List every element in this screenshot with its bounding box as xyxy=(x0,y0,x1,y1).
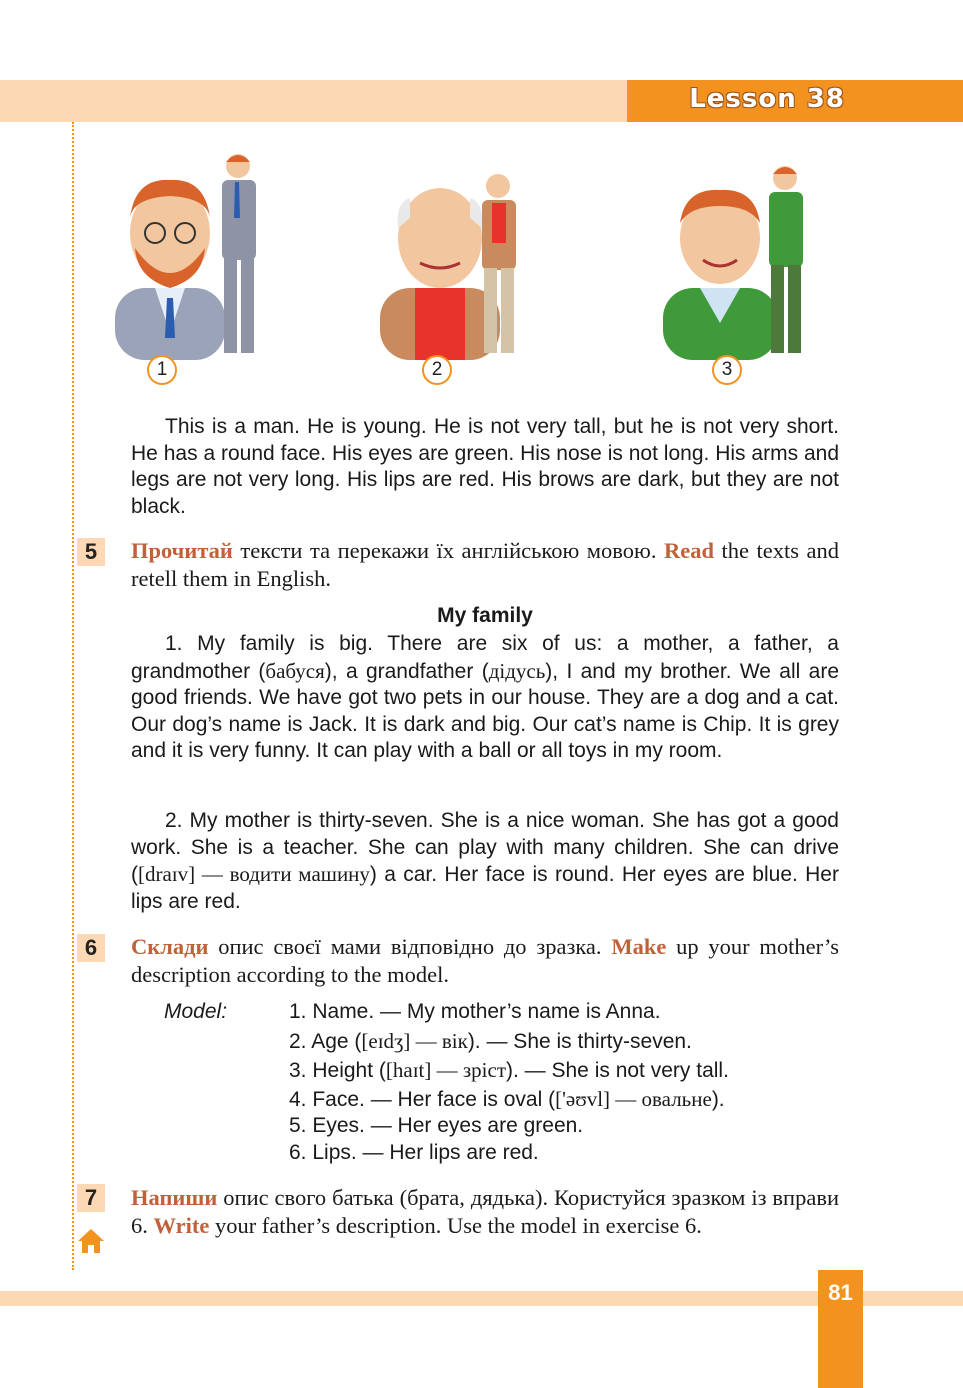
model-label: Model: xyxy=(164,1000,228,1023)
model-item-5: 5. Eyes. — Her eyes are green. xyxy=(289,1114,584,1137)
illustration xyxy=(95,148,833,360)
exercise-7-instruction: Напиши опис свого батька (брата, дядька). Користуйся зразком із вправи 6. Write your father’s description. Use the model in exercise 6. xyxy=(131,1185,839,1238)
model-item-3: 3. Height ([haɪt] — зріст). — She is not very tall. xyxy=(289,1058,729,1082)
description-paragraph: This is a man. He is young. He is not very tall, but he is not very short. He has a round face. His eyes are green. His nose is not long. His arms and legs are not very long. His lips are red. His brows are dark, but they are not black. xyxy=(131,415,839,518)
model-item-2: 2. Age ([eɪdʒ] — вік). — She is thirty-seven. xyxy=(289,1029,692,1053)
picture-label-1: 1 xyxy=(147,355,177,385)
model-item-1: 1. Name. — My mother’s name is Anna. xyxy=(289,1000,661,1023)
man-3-portrait xyxy=(663,190,778,360)
home-task-icon xyxy=(77,1228,105,1259)
exercise-5-instruction: Прочитай тексти та перекажи їх англійською мовою. Read the texts and retell them in English. xyxy=(131,538,839,591)
family-paragraph-2: 2. My mother is thirty-seven. She is a nice woman. She has got a good work. She is a teacher. She can play with many children. She can drive ([draɪv] — водити машину) a car. Her face is round. Her eyes are blue. Her lips are red. xyxy=(131,809,839,913)
picture-label-3: 3 xyxy=(712,355,742,385)
lesson-title: Lesson 38 xyxy=(689,84,845,114)
people-illustration xyxy=(95,148,833,360)
exercise-6-number: 6 xyxy=(77,934,105,962)
picture-label-2: 2 xyxy=(422,355,452,385)
model-item-4: 4. Face. — Her face is oval (['əʊvl] — овальне). xyxy=(289,1087,725,1111)
exercise-6-instruction: Склади опис своєї мами відповідно до зразка. Make up your mother’s description according to the model. xyxy=(131,934,839,987)
margin-dotted-line xyxy=(72,122,74,1270)
man-1-full xyxy=(222,154,256,353)
exercise-5-number: 5 xyxy=(77,538,105,566)
man-1-portrait xyxy=(115,180,225,360)
lesson-header xyxy=(627,80,963,122)
page-number: 81 xyxy=(828,1280,853,1305)
my-family-title: My family xyxy=(437,604,533,627)
man-3-full xyxy=(769,166,803,353)
page-number-box xyxy=(818,1270,863,1388)
family-paragraph-1: 1. My family is big. There are six of us: a mother, a father, a grandmother (бабуся), a grandfather (дідусь), I and my brother. We all are good friends. We have got two pets in our house. They are a dog and a cat. Our dog’s name is Jack. It is dark and big. Our cat’s name is Chip. It is grey and it is very funny. It can play with a ball or all toys in my room. xyxy=(131,632,839,762)
exercise-7-number: 7 xyxy=(77,1184,105,1212)
model-item-6: 6. Lips. — Her lips are red. xyxy=(289,1141,539,1164)
